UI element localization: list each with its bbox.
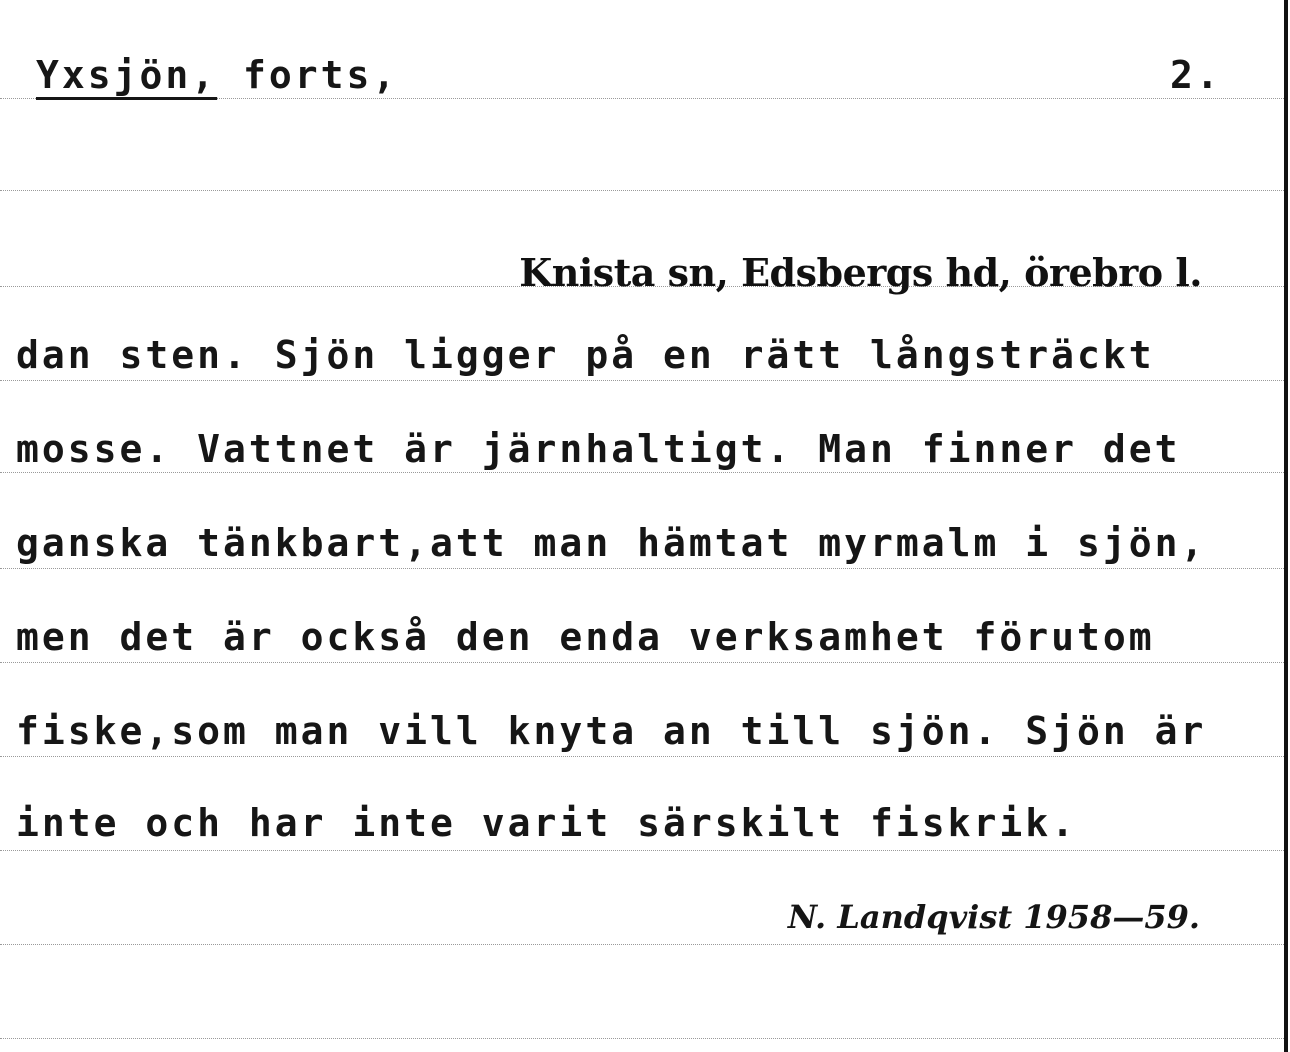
continued-note: forts, [217,53,399,97]
card-edge [1284,0,1288,1052]
signature: N. Landqvist 1958—59. [787,898,1200,936]
locality-heading: Knista sn, Edsbergs hd, örebro l. [519,250,1202,295]
ruled-line [0,944,1284,945]
body-line: inte och har inte varit särskilt fiskrik. [16,801,1077,845]
ruled-line [0,568,1284,569]
body-line: dan sten. Sjön ligger på en rätt långsträckt [16,333,1155,377]
body-line: men det är också den enda verksamhet förutom [16,615,1155,659]
ruled-line [0,190,1284,191]
body-line: fiske,som man vill knyta an till sjön. Sjön är [16,709,1207,753]
ruled-line [0,662,1284,663]
body-line: ganska tänkbart,att man hämtat myrmalm i sjön, [16,521,1207,565]
ruled-line [0,1038,1284,1039]
ruled-line [0,850,1284,851]
ruled-line [0,756,1284,757]
page-number: 2. [1170,53,1222,97]
body-line: mosse. Vattnet är järnhaltigt. Man finner det [16,427,1181,471]
lake-name: Yxsjön, [36,53,218,97]
ruled-line [0,472,1284,473]
card-heading [36,53,399,97]
ruled-line [0,98,1284,99]
ruled-line [0,380,1284,381]
